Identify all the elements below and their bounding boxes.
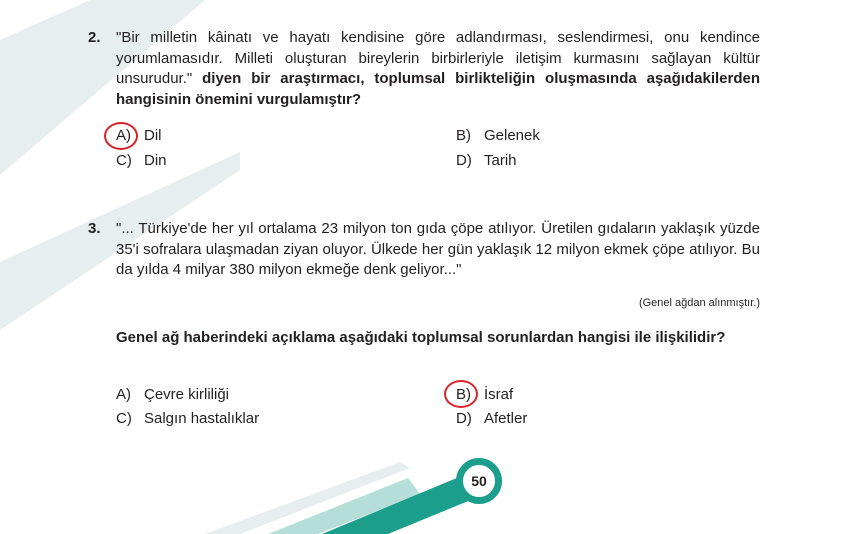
- option-letter: D): [456, 410, 472, 427]
- option-text: Afetler: [484, 410, 528, 427]
- question-quote: "... Türkiye'de her yıl ortalama 23 milyon ton gıda çöpe atılıyor. Üretilen gıdaların yaklaşık yüzde 35'i sofralara ulaşmadan ziyan oluyor. Ülkede her gün yaklaşık 12 milyon ekmek çöpe atılıyor. Bu da yılda 4 milyar 380 milyon ekmeğe denk geliyor...": [116, 220, 760, 278]
- option-letter: C): [116, 410, 132, 427]
- stem-question: diyen bir araştırmacı, toplumsal birlikteliğin oluşmasında aşağıdakilerden hangisinin önemini vurgulamıştır?: [116, 70, 761, 108]
- option-text: Gelenek: [484, 127, 540, 144]
- option-text: Din: [144, 152, 167, 169]
- option-letter: A): [116, 386, 131, 403]
- option-letter: B): [456, 127, 471, 144]
- question-number: 3.: [88, 220, 101, 237]
- option-c[interactable]: [116, 409, 259, 429]
- option-text: Çevre kirliliği: [144, 386, 230, 403]
- page-number: 50: [471, 473, 487, 489]
- option-text: İsraf: [484, 386, 514, 403]
- question-stem: [116, 28, 760, 110]
- option-b[interactable]: [456, 126, 540, 146]
- stem-quote: "Bir milletin kâinatı ve hayatı kendisine göre adlandırması, seslendirmesi, onu kendince yorumlamasıdır. Milleti oluşturan bireylerin birbirleriyle iletişim kurmasını sağlayan kültür unsurudur.": [116, 29, 760, 87]
- option-c[interactable]: [116, 151, 167, 171]
- option-a[interactable]: [116, 385, 229, 405]
- source-note: (Genel ağdan alınmıştır.): [638, 297, 760, 309]
- option-d[interactable]: [456, 409, 527, 429]
- question-stem: Genel ağ haberindeki açıklama aşağıdaki toplumsal sorunlardan hangisi ile ilişkilidir?: [116, 329, 726, 346]
- option-letter: A): [116, 127, 131, 144]
- question-number: 2.: [88, 29, 101, 46]
- teal-stripe-dark: [322, 470, 478, 534]
- question-3: [88, 219, 760, 434]
- option-letter: B): [456, 386, 471, 403]
- page-number-badge: [456, 458, 502, 504]
- option-letter: D): [456, 152, 472, 169]
- option-letter: C): [116, 152, 132, 169]
- question-2: [88, 28, 760, 178]
- answer-mark-circle: [444, 380, 478, 408]
- option-text: Dil: [144, 127, 162, 144]
- option-d[interactable]: [456, 151, 517, 171]
- option-text: Salgın hastalıklar: [144, 410, 260, 427]
- answer-mark-circle: [104, 122, 138, 150]
- option-text: Tarih: [484, 152, 517, 169]
